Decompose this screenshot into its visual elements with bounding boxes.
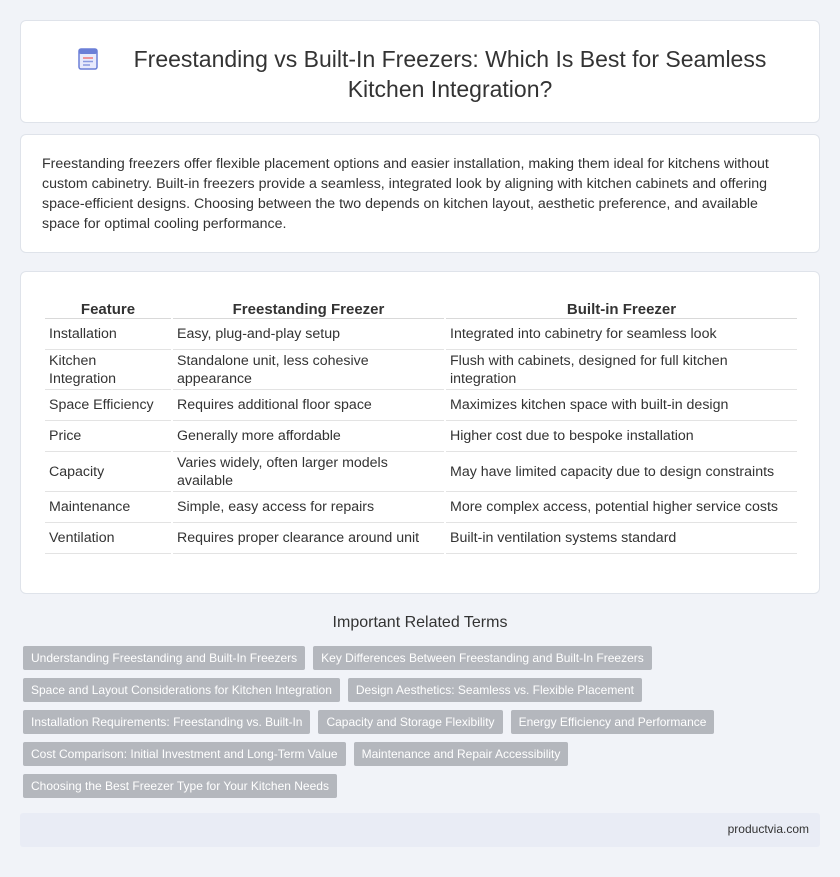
table-row: [45, 492, 797, 523]
page-title: Freestanding vs Built-In Freezers: Which Is Best for Seamless Kitchen Integration?: [133, 46, 767, 102]
related-terms-heading: Important Related Terms: [332, 614, 508, 631]
title-card: [20, 20, 820, 123]
table-row: [45, 390, 797, 421]
table-cell: Kitchen Integration: [45, 350, 171, 390]
table-cell: May have limited capacity due to design constraints: [446, 452, 797, 492]
site-credit[interactable]: productvia.com: [727, 822, 809, 836]
related-term-tag[interactable]: Design Aesthetics: Seamless vs. Flexible Placement: [348, 678, 642, 702]
related-term-tag[interactable]: Key Differences Between Freestanding and Built-In Freezers: [313, 646, 652, 670]
intro-card: [20, 134, 820, 253]
table-cell: Maintenance: [45, 492, 171, 523]
comparison-table: [43, 297, 799, 554]
table-cell: Flush with cabinets, designed for full kitchen integration: [446, 350, 797, 390]
related-term-tag[interactable]: Space and Layout Considerations for Kitchen Integration: [23, 678, 340, 702]
table-cell: Easy, plug-and-play setup: [173, 319, 444, 350]
table-row: [45, 452, 797, 492]
footer: [20, 813, 820, 847]
table-row: [45, 523, 797, 554]
related-term-tag[interactable]: Cost Comparison: Initial Investment and Long-Term Value: [23, 742, 346, 766]
table-cell: Ventilation: [45, 523, 171, 554]
column-header-built-in: Built-in Freezer: [446, 297, 797, 319]
intro-paragraph: Freestanding freezers offer flexible placement options and easier installation, making them ideal for kitchens without custom cabinetry. Built-in freezers provide a seamless, integrated look by aligning with kitchen cabinets and offering space-efficient designs. Choosing between the two depends on kitchen layout, aesthetic preference, and available space for optimal cooling performance.: [42, 156, 769, 232]
table-cell: Maximizes kitchen space with built-in design: [446, 390, 797, 421]
table-cell: Varies widely, often larger models available: [173, 452, 444, 492]
document-list-icon: [76, 47, 100, 71]
related-term-tag[interactable]: Installation Requirements: Freestanding vs. Built-In: [23, 710, 310, 734]
table-row: [45, 319, 797, 350]
column-header-freestanding: Freestanding Freezer: [173, 297, 444, 319]
table-row: [45, 350, 797, 390]
table-row: [45, 421, 797, 452]
related-term-tag[interactable]: Understanding Freestanding and Built-In Freezers: [23, 646, 305, 670]
table-cell: Higher cost due to bespoke installation: [446, 421, 797, 452]
table-cell: Requires proper clearance around unit: [173, 523, 444, 554]
related-term-tag[interactable]: Choosing the Best Freezer Type for Your Kitchen Needs: [23, 774, 337, 798]
table-cell: More complex access, potential higher service costs: [446, 492, 797, 523]
table-cell: Integrated into cabinetry for seamless look: [446, 319, 797, 350]
table-cell: Capacity: [45, 452, 171, 492]
table-cell: Standalone unit, less cohesive appearance: [173, 350, 444, 390]
column-header-feature: Feature: [45, 297, 171, 319]
related-term-tag[interactable]: Energy Efficiency and Performance: [511, 710, 715, 734]
related-term-tag[interactable]: Maintenance and Repair Accessibility: [354, 742, 569, 766]
table-cell: Installation: [45, 319, 171, 350]
table-cell: Requires additional floor space: [173, 390, 444, 421]
table-cell: Built-in ventilation systems standard: [446, 523, 797, 554]
table-cell: Generally more affordable: [173, 421, 444, 452]
table-cell: Price: [45, 421, 171, 452]
related-terms-list: [23, 646, 763, 798]
table-cell: Simple, easy access for repairs: [173, 492, 444, 523]
table-header-row: [45, 297, 797, 319]
related-term-tag[interactable]: Capacity and Storage Flexibility: [318, 710, 502, 734]
table-cell: Space Efficiency: [45, 390, 171, 421]
comparison-table-card: [20, 271, 820, 594]
